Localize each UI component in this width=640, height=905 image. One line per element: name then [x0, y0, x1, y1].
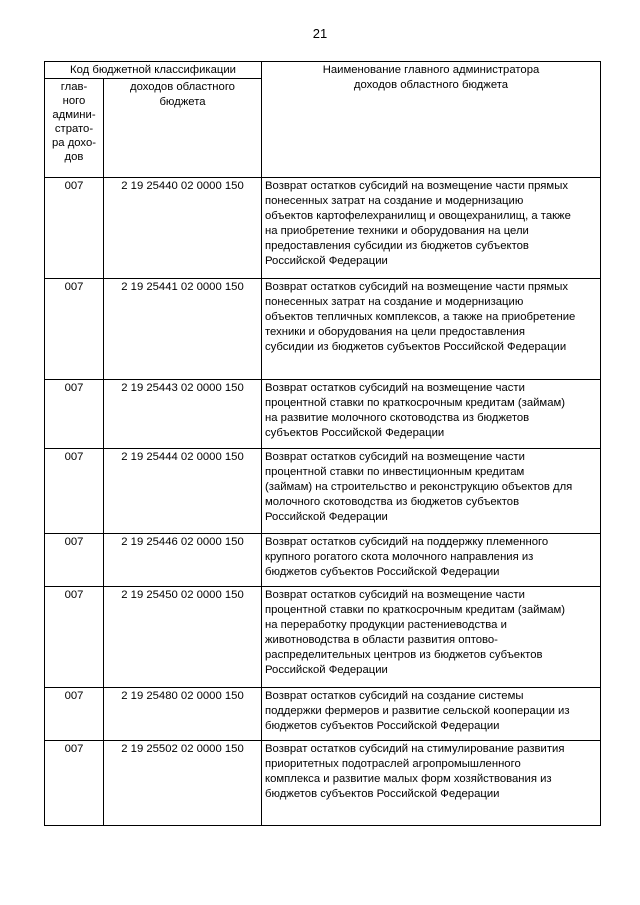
cell-admin-code: 007 [45, 449, 104, 534]
header-admin-line: страто- [54, 123, 94, 135]
cell-name-line: понесенных затрат на создание и модернизацию [265, 296, 524, 308]
header-income-line: бюджета [159, 96, 206, 108]
cell-name-line: понесенных затрат на создание и модернизацию [265, 195, 524, 207]
cell-name-line: объектов картофелехранилищ и овощехранилищ, а также [265, 210, 571, 222]
header-budget-classification-code: Код бюджетной классификации [45, 62, 262, 79]
header-name-line: доходов областного бюджета [353, 79, 509, 91]
header-admin-line: дов [64, 151, 84, 163]
cell-income-name [262, 688, 601, 741]
cell-admin-code: 007 [45, 279, 104, 380]
cell-name-line: Возврат остатков субсидий на возмещение части [265, 451, 525, 463]
header-income-line: доходов областного [130, 81, 235, 93]
cell-name-line: бюджетов субъектов Российской Федерации [265, 566, 500, 578]
cell-name-line: процентной ставки по краткосрочным кредитам (займам) [265, 604, 566, 616]
cell-name-line: Возврат остатков субсидий на возмещение части [265, 382, 525, 394]
table-row [45, 741, 601, 826]
cell-name-line: субъектов Российской Федерации [265, 427, 445, 439]
cell-name-line: на переработку продукции растениеводства и [265, 619, 507, 631]
cell-admin-code: 007 [45, 380, 104, 449]
cell-name-line: техники и оборудования на цели предоставления [265, 326, 525, 338]
cell-income-code: 2 19 25446 02 0000 150 [104, 534, 262, 587]
cell-name-line: крупного рогатого скота молочного направления из [265, 551, 534, 563]
cell-admin-code: 007 [45, 587, 104, 688]
table-row [45, 380, 601, 449]
table-row [45, 279, 601, 380]
cell-name-line: Российской Федерации [265, 511, 388, 523]
page-number: 21 [312, 26, 328, 41]
budget-classification-table [44, 61, 601, 826]
cell-name-line: комплекса и развитие малых форм хозяйствования из [265, 773, 552, 785]
cell-income-code: 2 19 25444 02 0000 150 [104, 449, 262, 534]
cell-name-line: молочного скотоводства из бюджетов субъектов [265, 496, 520, 508]
cell-admin-code: 007 [45, 741, 104, 826]
cell-income-name [262, 587, 601, 688]
cell-name-line: Возврат остатков субсидий на возмещение части прямых [265, 180, 568, 192]
header-admin-line: глав- [60, 81, 88, 93]
cell-name-line: бюджетов субъектов Российской Федерации [265, 720, 500, 732]
cell-income-name [262, 178, 601, 279]
cell-name-line: распределительных центров из бюджетов субъектов [265, 649, 543, 661]
cell-name-line: Возврат остатков субсидий на стимулирование развития [265, 743, 565, 755]
cell-name-line: бюджетов субъектов Российской Федерации [265, 788, 500, 800]
cell-name-line: процентной ставки по краткосрочным кредитам (займам) [265, 397, 566, 409]
table-row [45, 534, 601, 587]
cell-name-line: Возврат остатков субсидий на возмещение части [265, 589, 525, 601]
cell-name-line: Возврат остатков субсидий на поддержку племенного [265, 536, 549, 548]
table-row [45, 449, 601, 534]
cell-admin-code: 007 [45, 178, 104, 279]
cell-name-line: объектов тепличных комплексов, а также на приобретение [265, 311, 576, 323]
cell-name-line: Российской Федерации [265, 664, 388, 676]
cell-name-line: Российской Федерации [265, 255, 388, 267]
cell-income-name [262, 534, 601, 587]
header-admin-line: ра дохо- [51, 137, 97, 149]
header-row-group [45, 62, 601, 79]
cell-name-line: Возврат остатков субсидий на создание системы [265, 690, 524, 702]
header-admin-line: ного [62, 95, 86, 107]
cell-admin-code: 007 [45, 534, 104, 587]
cell-name-line: процентной ставки по инвестиционным кредитам [265, 466, 525, 478]
cell-income-code: 2 19 25480 02 0000 150 [104, 688, 262, 741]
cell-income-code: 2 19 25450 02 0000 150 [104, 587, 262, 688]
cell-income-name [262, 279, 601, 380]
header-regional-budget-income [104, 79, 262, 178]
cell-name-line: на развитие молочного скотоводства из бюджетов [265, 412, 530, 424]
cell-income-name [262, 741, 601, 826]
header-admin-line: админи- [52, 109, 96, 121]
table-row [45, 178, 601, 279]
cell-name-line: Возврат остатков субсидий на возмещение части прямых [265, 281, 568, 293]
cell-income-code: 2 19 25502 02 0000 150 [104, 741, 262, 826]
cell-name-line: (займам) на строительство и реконструкцию объектов для [265, 481, 573, 493]
cell-income-code: 2 19 25441 02 0000 150 [104, 279, 262, 380]
cell-name-line: предоставления субсидии из бюджетов субъектов [265, 240, 529, 252]
cell-admin-code: 007 [45, 688, 104, 741]
header-chief-administrator [45, 79, 104, 178]
cell-name-line: поддержки фермеров и развитие сельской кооперации из [265, 705, 570, 717]
table-row [45, 587, 601, 688]
cell-income-code: 2 19 25443 02 0000 150 [104, 380, 262, 449]
cell-name-line: на приобретение техники и оборудования на цели [265, 225, 529, 237]
cell-name-line: приоритетных подотраслей агропромышленного [265, 758, 521, 770]
header-name-line: Наименование главного администратора [322, 64, 540, 76]
cell-name-line: животноводства в области развития оптово- [265, 634, 498, 646]
cell-income-name [262, 380, 601, 449]
cell-name-line: субсидии из бюджетов субъектов Российской Федерации [265, 341, 567, 353]
cell-income-name [262, 449, 601, 534]
table-row [45, 688, 601, 741]
header-administrator-name [262, 62, 601, 178]
cell-income-code: 2 19 25440 02 0000 150 [104, 178, 262, 279]
